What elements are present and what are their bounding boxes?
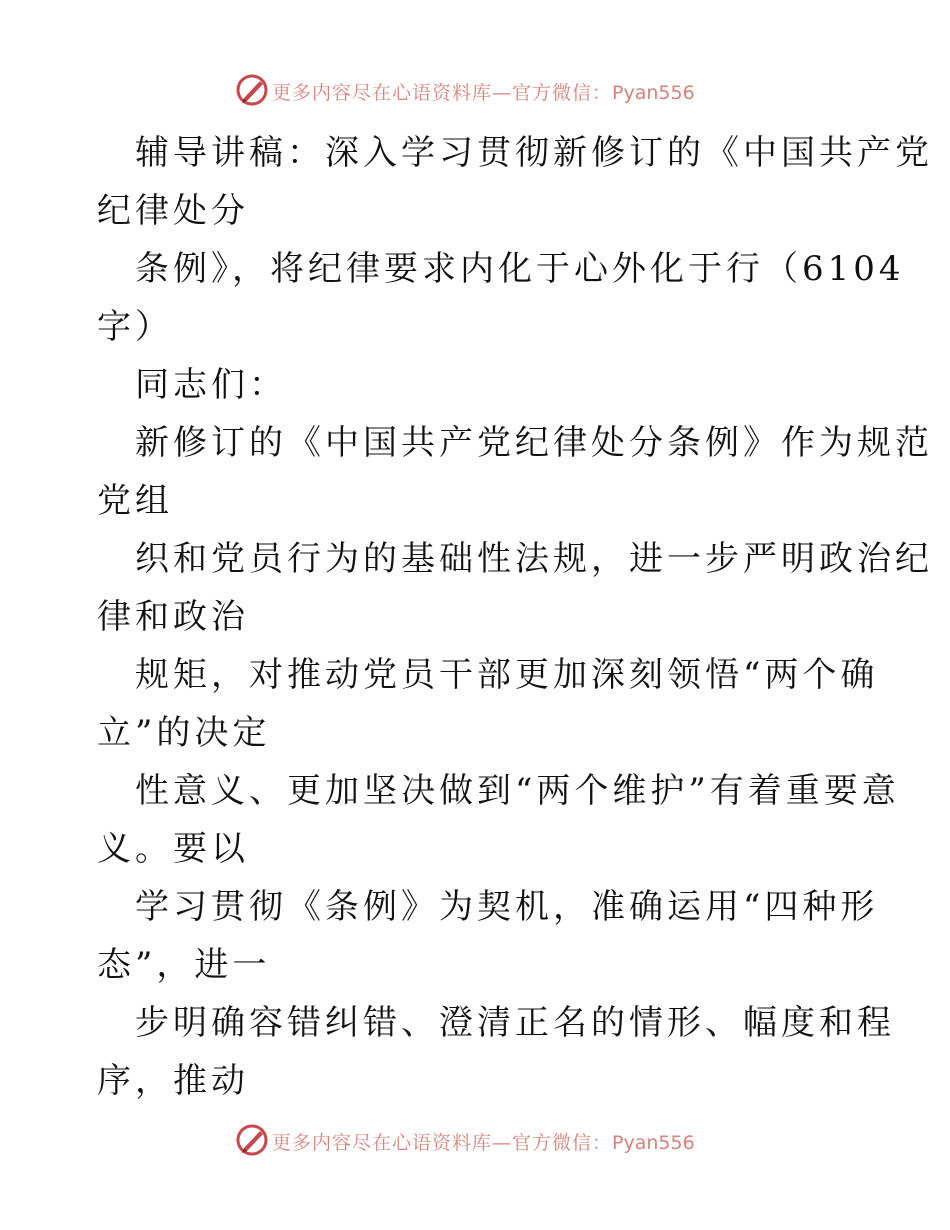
body-line: 字）	[97, 307, 173, 347]
body-line: 织和党员行为的基础性法规，进一步严明政治纪	[135, 539, 933, 579]
body-line: 态”，进一	[97, 945, 271, 985]
body-line: 纪律处分	[97, 191, 249, 231]
watermark-text: 更多内容尽在心语资料库—官方微信：Pyan556	[272, 82, 695, 104]
body-line: 义。要以	[97, 829, 249, 869]
body-line: 律和政治	[97, 597, 249, 637]
body-line: 党组	[97, 481, 173, 521]
footer-watermark	[0, 1120, 950, 1160]
body-line: 序，推动	[97, 1061, 249, 1101]
body-line: 新修订的《中国共产党纪律处分条例》作为规范	[135, 423, 933, 463]
watermark-text: 更多内容尽在心语资料库—官方微信：Pyan556	[272, 1132, 695, 1154]
pen-logo-icon	[234, 72, 270, 108]
header-watermark	[0, 70, 950, 110]
body-line: 辅导讲稿：深入学习贯彻新修订的《中国共产党	[135, 133, 933, 173]
body-line: 立”的决定	[97, 713, 271, 753]
body-line: 学习贯彻《条例》为契机，准确运用“四种形	[135, 887, 879, 927]
body-line: 条例》，将纪律要求内化于心外化于行（6104	[135, 249, 905, 289]
body-line: 步明确容错纠错、澄清正名的情形、幅度和程	[135, 1003, 895, 1043]
body-line: 规矩，对推动党员干部更加深刻领悟“两个确	[135, 655, 879, 695]
body-line: 同志们：	[135, 365, 287, 405]
pen-logo-icon	[234, 1122, 270, 1158]
body-line: 性意义、更加坚决做到“两个维护”有着重要意	[135, 771, 900, 811]
